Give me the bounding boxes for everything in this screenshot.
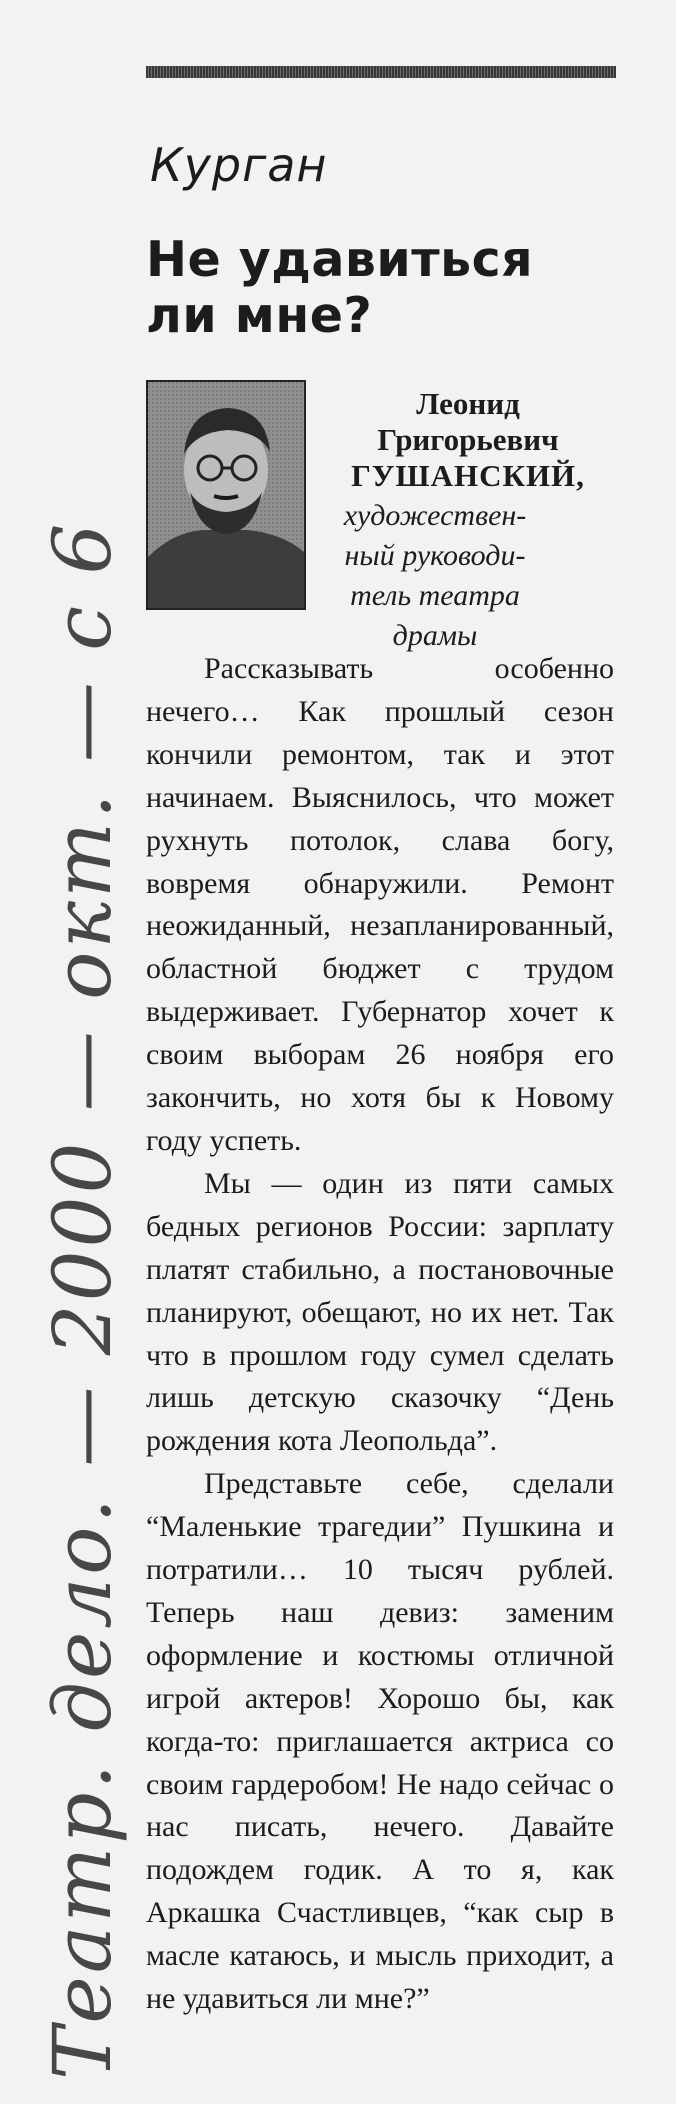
author-first-name: Леонид bbox=[416, 386, 520, 421]
headline-line-2: ли мне? bbox=[146, 287, 373, 344]
author-patronymic: Григорьевич bbox=[377, 422, 559, 457]
handwritten-margin-note: Театр. дело. — 2000 — окт. — с 6 bbox=[36, 520, 129, 2080]
paragraph: Мы — один из пяти самых бедных регионов России: зарплату платят стабильно, а постановочные планируют, обещают, но их нет. Так что в прошлом году сумел сделать лишь детскую сказочку “День рождения кота Леопольда”. bbox=[146, 1166, 614, 1458]
author-role-line-1: художествен- bbox=[343, 499, 527, 532]
paragraph: Рассказывать особенно нечего… Как прошлый сезон кончили ремонтом, так и этот начинаем. Выяснилось, что может рухнуть потолок, слава богу, вовремя обнаружили. Ремонт неожиданный, незапланированный, областной бюджет с трудом выдерживает. Губернатор хочет к своим выборам 26 ноября его закончить, но хотя бы к Новому году успеть. bbox=[146, 652, 614, 1157]
section-title: Курган bbox=[150, 138, 328, 192]
paragraph: Представьте себе, сделали “Маленькие трагедии” Пушкина и потратили… 10 тысяч рублей. Теперь наш девиз: заменим оформление и костюмы отличной игрой актеров! Хорошо бы, как когда-то: приглашается актриса со своим гардеробом! Не надо сейчас о нас писать, нечего. Давайте подождем годик. А то я, как Аркашка Счастливцев, “как сыр в масле катаюсь, и мысль приходит, а не удавиться ли мне?” bbox=[146, 1467, 614, 2016]
top-rule bbox=[146, 66, 616, 78]
author-role bbox=[300, 496, 570, 656]
author-photo bbox=[146, 380, 306, 610]
author-name bbox=[318, 386, 618, 494]
author-role-line-2: ный руководи- bbox=[344, 539, 526, 572]
author-role-line-4: драмы bbox=[392, 619, 478, 652]
author-role-line-3: тель театра bbox=[350, 579, 520, 612]
author-surname: ГУШАНСКИЙ, bbox=[351, 458, 585, 493]
article-body bbox=[146, 648, 614, 2021]
headline-line-1: Не удавиться bbox=[146, 231, 534, 288]
headline bbox=[146, 232, 616, 344]
